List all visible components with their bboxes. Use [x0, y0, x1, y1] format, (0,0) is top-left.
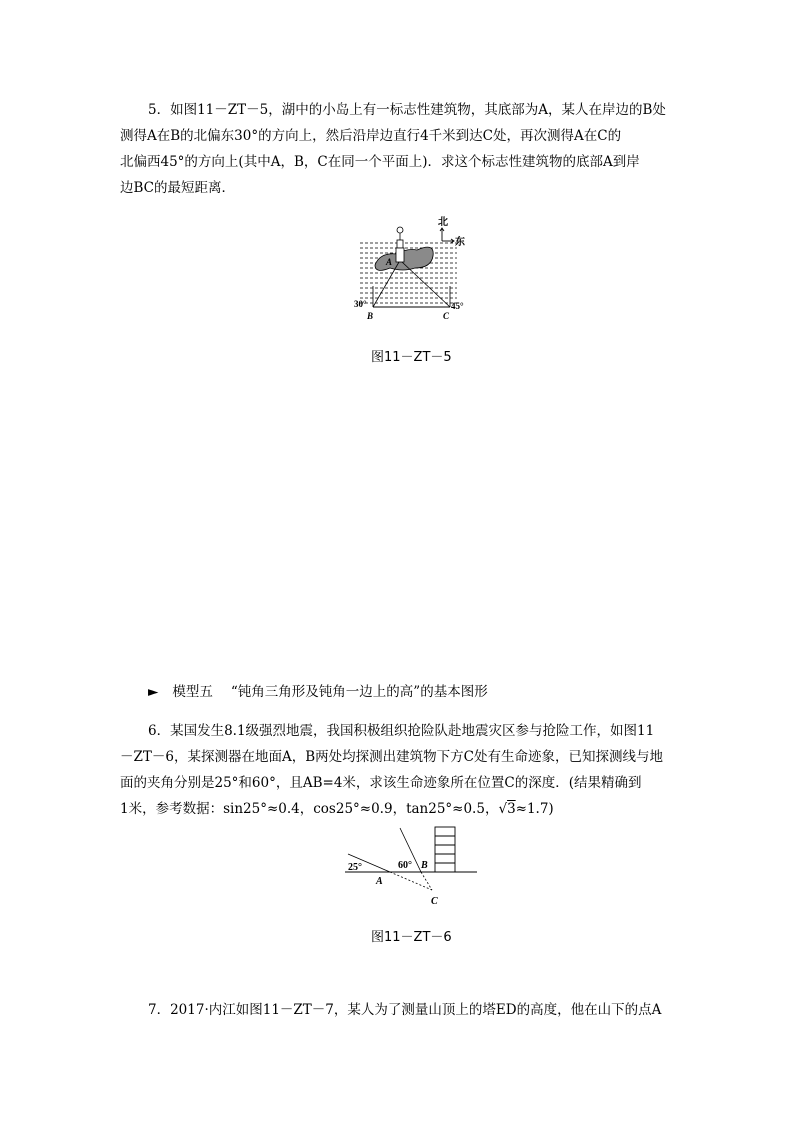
- problem-5-line-3: 北偏西45°的方向上(其中A，B，C在同一个平面上)．求这个标志性建筑物的底部A到岸: [120, 154, 640, 170]
- compass-north-label: 北: [438, 217, 448, 228]
- problem-5-line-4: 边BC的最短距离．: [120, 180, 236, 196]
- problem-6-line-4a: 1米，参考数据：sin25°≈0.4，cos25°≈0.9，tan25°≈0.5，: [120, 801, 499, 817]
- detection-line-a-extension: [390, 872, 432, 890]
- problem-6-line-3: 面的夹角分别是25°和60°，且AB=4米，求该生命迹象所在位置C的深度．(结果精确到: [120, 775, 642, 791]
- point-b-label-fig6: B: [421, 860, 428, 871]
- point-a-label-fig6: A: [376, 876, 383, 887]
- problem-5-line-2: 测得A在B的北偏东30°的方向上，然后沿岸边直行4千米到达C处，再次测得A在C的: [120, 128, 622, 144]
- point-c-label-fig6: C: [431, 896, 438, 907]
- problem-6-line-4: [120, 796, 680, 822]
- problem-5-line-1: 5．如图11－ZT－5，湖中的小岛上有一标志性建筑物，其底部为A，某人在岸边的B处: [148, 102, 666, 118]
- problem-6-text: [120, 718, 680, 822]
- sqrt-radicand: 3: [507, 801, 516, 817]
- angle-b-label: 30°: [354, 299, 367, 309]
- problem-7-text: [120, 997, 680, 1023]
- angle-25-label: 25°: [348, 862, 362, 873]
- angle-60-label: 60°: [398, 860, 412, 871]
- angle-c-label: 45°: [451, 301, 464, 311]
- figure-11-zt-6: [340, 822, 485, 912]
- figure-11-zt-5: [345, 210, 475, 325]
- compass-east-label: 东: [455, 237, 465, 248]
- compass-icon: [440, 228, 454, 243]
- triangle-marker-icon: ►: [148, 684, 159, 700]
- section-model-label: 模型五: [172, 684, 213, 700]
- detection-line-b-extension: [421, 872, 432, 890]
- sight-line-ca: [402, 262, 450, 307]
- point-c-label: C: [443, 311, 450, 321]
- landmark-tower: [396, 227, 404, 262]
- section-heading: [148, 680, 488, 700]
- problem-6-line-2: －ZT－6，某探测器在地面A，B两处均探测出建筑物下方C处有生命迹象，已知探测线与地: [120, 749, 663, 765]
- building: [435, 827, 455, 872]
- sqrt-symbol: √3: [498, 801, 516, 817]
- problem-6-line-1: 6．某国发生8.1级强烈地震，我国积极组织抢险队赴地震灾区参与抢险工作，如图11: [148, 723, 655, 739]
- problem-5-text: [120, 97, 680, 201]
- point-a-label: A: [386, 257, 393, 267]
- figure-6-caption: 图11－ZT－6: [371, 930, 452, 945]
- section-title: “钝角三角形及钝角一边上的高”的基本图形: [230, 684, 488, 700]
- figure-5-caption: 图11－ZT－5: [371, 350, 452, 365]
- point-b-label: B: [367, 311, 374, 321]
- problem-7-line-1: 7．2017·内江如图11－ZT－7，某人为了测量山顶上的塔ED的高度，他在山下的点A: [148, 1002, 662, 1018]
- problem-6-line-4b: ≈1.7): [515, 801, 554, 817]
